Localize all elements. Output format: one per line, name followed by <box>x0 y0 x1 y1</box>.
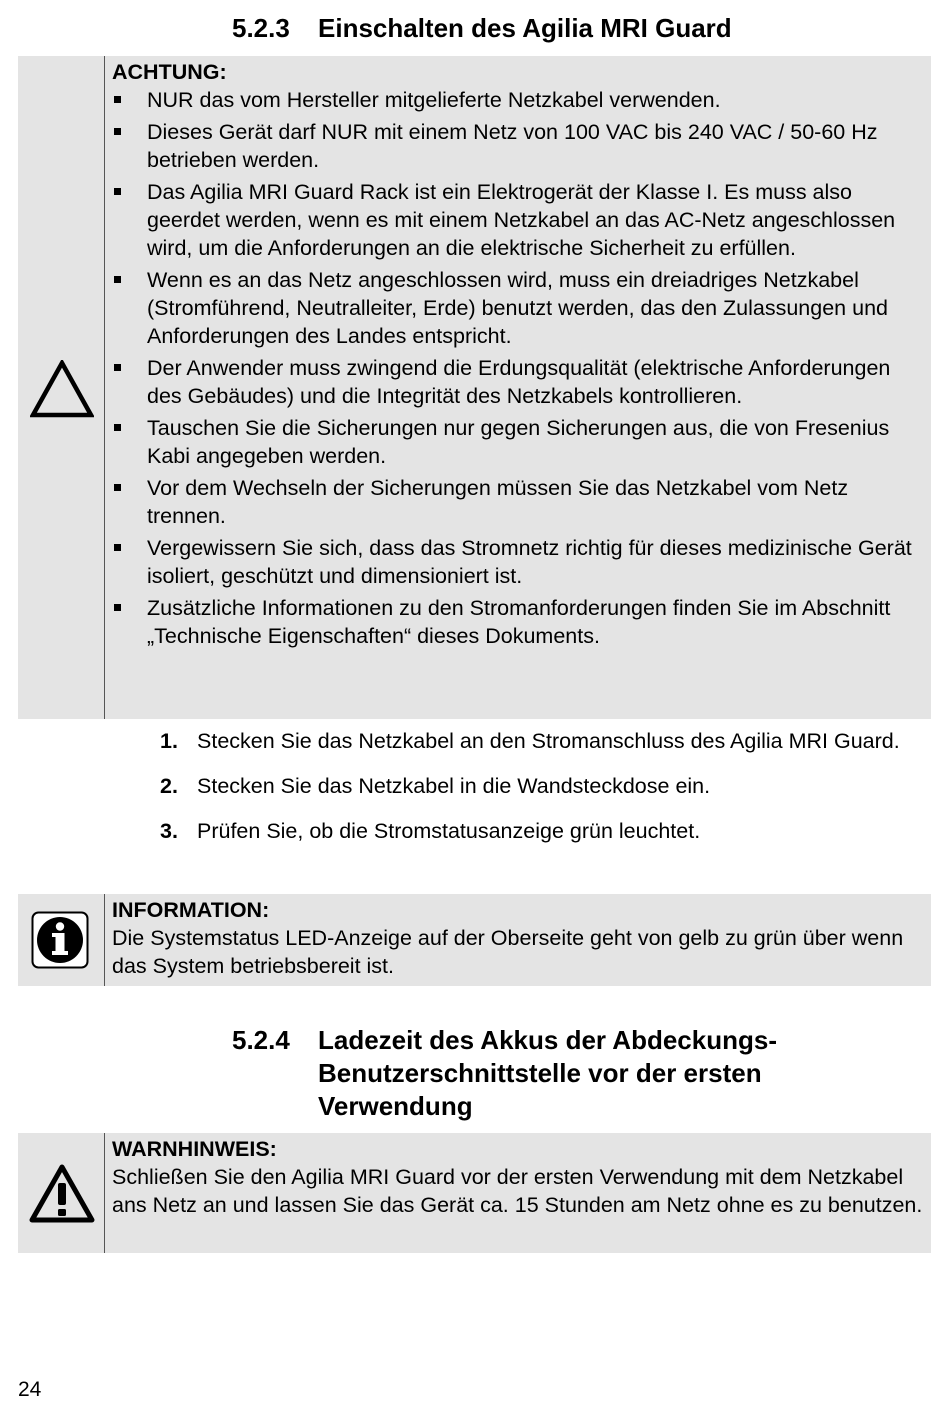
caution-content <box>112 58 923 654</box>
warning-content <box>112 1135 923 1219</box>
info-icon <box>31 911 89 969</box>
info-text: Die Systemstatus LED-Anzeige auf der Oberseite geht von gelb zu grün über wenn das System betriebsbereit ist. <box>112 926 904 978</box>
warning-text: Schließen Sie den Agilia MRI Guard vor der ersten Verwendung mit dem Netzkabel ans Netz an und lassen Sie das Gerät ca. 15 Stunden am Netz ohne es zu benutzen. <box>112 1165 923 1217</box>
list-item: Zusätzliche Informationen zu den Stromanforderungen finden Sie im Abschnitt „Technische Eigenschaften“ dieses Dokuments. <box>112 594 923 650</box>
list-item: Der Anwender muss zwingend die Erdungsqualität (elektrische Anforderungen des Gebäudes) und die Integrität des Netzkabels kontrollieren. <box>112 354 923 410</box>
list-item: NUR das vom Hersteller mitgelieferte Netzkabel verwenden. <box>112 86 923 114</box>
caution-list <box>112 86 923 650</box>
info-title: INFORMATION: <box>112 898 270 922</box>
list-item: Vergewissern Sie sich, dass das Stromnetz richtig für dieses medizinische Gerät isoliert, geschützt und dimensioniert ist. <box>112 534 923 590</box>
section-number: 5.2.3 <box>232 13 290 43</box>
warning-icon-column <box>18 1133 105 1253</box>
warning-title: WARNHINWEIS: <box>112 1137 277 1161</box>
info-box <box>18 894 931 986</box>
step-number: 1. <box>160 729 178 753</box>
warning-box <box>18 1133 931 1253</box>
step-text: Stecken Sie das Netzkabel in die Wandsteckdose ein. <box>197 774 711 798</box>
list-item: Tauschen Sie die Sicherungen nur gegen Sicherungen aus, die von Fresenius Kabi angegeben werden. <box>112 414 923 470</box>
info-icon-column <box>18 894 105 986</box>
section-number: 5.2.4 <box>232 1025 290 1055</box>
caution-title: ACHTUNG: <box>112 60 227 84</box>
list-item: Dieses Gerät darf NUR mit einem Netz von 100 VAC bis 240 VAC / 50-60 Hz betrieben werden. <box>112 118 923 174</box>
step-text: Stecken Sie das Netzkabel an den Stromanschluss des Agilia MRI Guard. <box>197 729 900 753</box>
section-heading-5-2-3 <box>232 12 932 46</box>
section-title: Einschalten des Agilia MRI Guard <box>318 13 732 43</box>
step-item <box>160 772 930 801</box>
step-number: 2. <box>160 774 178 798</box>
caution-box <box>18 56 931 719</box>
section-heading-5-2-4 <box>232 1024 932 1124</box>
section-title: Ladezeit des Akkus der Abdeckungs-Benutzerschnittstelle vor der ersten Verwendung <box>318 1025 777 1121</box>
step-item <box>160 727 930 756</box>
page-number: 24 <box>18 1378 42 1401</box>
warning-exclamation-triangle-icon <box>28 1163 96 1225</box>
step-number: 3. <box>160 819 178 843</box>
list-item: Wenn es an das Netz angeschlossen wird, muss ein dreiadriges Netzkabel (Stromführend, Neutralleiter, Erde) benutzt werden, das den Zulassungen und Anforderungen des Landes entspricht. <box>112 266 923 350</box>
steps-list <box>160 727 930 862</box>
list-item: Vor dem Wechseln der Sicherungen müssen Sie das Netzkabel vom Netz trennen. <box>112 474 923 530</box>
list-item: Das Agilia MRI Guard Rack ist ein Elektrogerät der Klasse I. Es muss also geerdet werden, wenn es mit einem Netzkabel an das AC-Netz angeschlossen wird, um die Anforderungen an die elektrische Sicherheit zu erfüllen. <box>112 178 923 262</box>
step-item <box>160 817 930 846</box>
info-content <box>112 896 923 980</box>
step-text: Prüfen Sie, ob die Stromstatusanzeige grün leuchtet. <box>197 819 701 843</box>
caution-triangle-icon <box>30 360 94 420</box>
caution-icon-column <box>18 56 105 719</box>
